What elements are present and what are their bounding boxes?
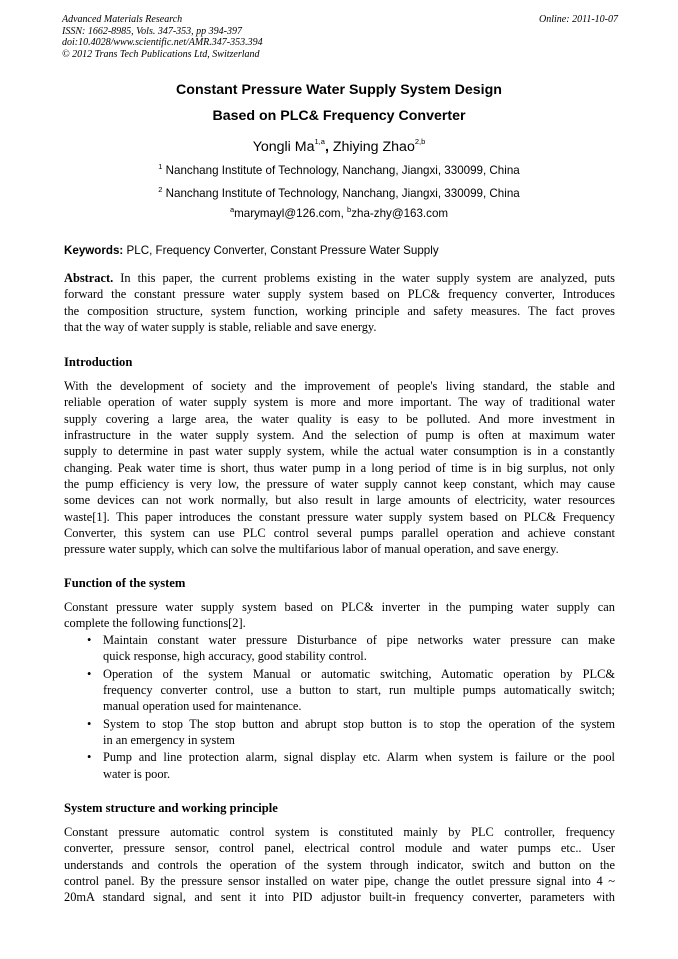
email-a[interactable]: marymayl@126.com, bbox=[234, 207, 344, 220]
section-heading-structure: System structure and working principle bbox=[64, 801, 278, 815]
bullet-icon: • bbox=[87, 666, 92, 681]
paragraph-line: changing. Peak water time is short, thus water pump in a long period of time is in big surplus, not only bbox=[64, 460, 615, 475]
paragraph-line: waste[1]. This paper introduces the constant pressure water supply system based on PLC& Frequency bbox=[64, 509, 615, 524]
paragraph-line: reliable operation of water supply system is more and more important. The way of traditional water bbox=[64, 395, 615, 410]
list-item-line: Pump and line protection alarm, signal display etc. Alarm when system is failure or the pool bbox=[103, 750, 615, 765]
section-heading-introduction: Introduction bbox=[64, 355, 133, 369]
abstract-line: the composition structure, system function, working principle and safety measures. The fact proves bbox=[64, 303, 615, 318]
paragraph-line: converter, pressure sensor, control panel, electrical control module and water pumps etc.. User bbox=[64, 841, 615, 856]
affiliation-2 bbox=[0, 187, 678, 200]
introduction-body bbox=[64, 378, 615, 558]
list-item-line: water is poor. bbox=[103, 766, 171, 781]
list-item-line: in an emergency in system bbox=[103, 733, 235, 748]
keywords-label: Keywords: bbox=[64, 244, 124, 257]
abstract-line: forward the constant pressure water supply system based on PLC& frequency converter, Introduces bbox=[64, 287, 615, 302]
list-item-line: Maintain constant water pressure Disturbance of pipe networks water pressure can make bbox=[103, 633, 615, 647]
doi-line[interactable]: doi:10.4028/www.scientific.net/AMR.347-353.394 bbox=[62, 37, 263, 48]
affiliation-1-text: Nanchang Institute of Technology, Nanchang, Jiangxi, 330099, China bbox=[165, 164, 520, 177]
paragraph-line: infrastructure in the water supply system. And the selection of pump is often at maximum water bbox=[64, 428, 615, 443]
paragraph-line: pressure water supply, which can solve the multifarious labor of manual operation, and save energy. bbox=[64, 542, 559, 557]
abstract bbox=[64, 270, 615, 335]
section-heading-function: Function of the system bbox=[64, 576, 186, 590]
issn-line: ISSN: 1662-8985, Vols. 347-353, pp 394-397 bbox=[62, 25, 242, 37]
list-item-line: quick response, high accuracy, good stability control. bbox=[103, 649, 367, 664]
list-item-line: Operation of the system Manual or automatic switching, Automatic operation by PLC& bbox=[103, 666, 615, 681]
abstract-label: Abstract. bbox=[64, 271, 114, 285]
paragraph-line: Constant pressure automatic control system is constituted mainly by PLC controller, frequency bbox=[64, 825, 615, 839]
paragraph-line: Constant pressure water supply system based on PLC& inverter in the pumping water supply can bbox=[64, 600, 615, 614]
function-bullet-list bbox=[84, 632, 615, 783]
running-header bbox=[62, 14, 618, 60]
bullet-icon: • bbox=[87, 750, 92, 765]
copyright-line: © 2012 Trans Tech Publications Ltd, Switzerland bbox=[62, 48, 260, 60]
paragraph-line: the pump efficiency is very low, the pressure of water supply cannot keep constant, which may cause bbox=[64, 477, 615, 492]
list-item bbox=[84, 632, 615, 665]
paragraph-line: some devices can not work normally, but also result in large amounts of electricity, water resources bbox=[64, 493, 615, 508]
online-date: Online: 2011-10-07 bbox=[539, 14, 618, 25]
structure-body bbox=[64, 824, 615, 906]
list-item-line: System to stop The stop button and abrupt stop button is to stop the operation of the system bbox=[103, 716, 615, 731]
author-1-affiliation-mark: 1,a bbox=[314, 137, 325, 146]
affiliation-2-text: Nanchang Institute of Technology, Nanchang, Jiangxi, 330099, China bbox=[165, 187, 520, 200]
keywords bbox=[64, 244, 616, 257]
abstract-line bbox=[64, 270, 615, 286]
paper-title-line-2: Based on PLC& Frequency Converter bbox=[212, 108, 466, 124]
paragraph-line: understands and controls the operation of the system through indicator, switch and button on the bbox=[64, 857, 615, 872]
paragraph-line: control panel. By the pressure sensor installed on water pipe, change the outlet pressure signal into 4 ~ bbox=[64, 874, 615, 889]
list-item-line: frequency converter control, use a button to start, run multiple pumps automatically switch; bbox=[103, 683, 615, 698]
affiliation-2-number: 2 bbox=[158, 185, 163, 194]
function-intro bbox=[64, 599, 615, 632]
affiliation-1-number: 1 bbox=[158, 162, 163, 171]
abstract-line: that the way of water supply is stable, reliable and save energy. bbox=[64, 320, 377, 335]
list-item-line: manual operation used for maintenance. bbox=[103, 699, 302, 714]
paragraph-line: With the development of society and the improvement of people's living standard, the stable and bbox=[64, 379, 615, 393]
paragraph-line: supply covering a large area, the water quality is easy to be polluted. And more investment in bbox=[64, 411, 615, 426]
email-a-mark: a bbox=[229, 205, 235, 214]
paper-title-line-1: Constant Pressure Water Supply System Design bbox=[176, 82, 502, 98]
paragraph-line: complete the following functions[2]. bbox=[64, 616, 246, 631]
email-b[interactable]: zha-zhy@163.com bbox=[351, 207, 449, 220]
list-item bbox=[84, 666, 615, 715]
abstract-text: In this paper, the current problems existing in the water supply system are analyzed, puts bbox=[113, 271, 615, 285]
bullet-icon: • bbox=[87, 716, 92, 731]
email-b-mark: b bbox=[347, 205, 352, 214]
journal-name: Advanced Materials Research bbox=[62, 14, 183, 25]
paragraph-line: 20mA standard signal, and sent it into PID adjustor built-in frequency converter, parameters with bbox=[64, 890, 615, 905]
author-list bbox=[0, 139, 678, 155]
list-item bbox=[84, 716, 615, 749]
keywords-text: PLC, Frequency Converter, Constant Pressure Water Supply bbox=[126, 244, 439, 257]
list-item bbox=[84, 749, 615, 782]
paragraph-line: supply to determine in past water supply system, while the actual water consumption is in a constantly bbox=[64, 444, 615, 459]
affiliation-1 bbox=[0, 164, 678, 177]
author-emails bbox=[0, 207, 678, 220]
bullet-icon: • bbox=[87, 633, 92, 647]
paragraph-line: Converter, this system can use PLC control several pumps parallel operation and achieve constant bbox=[64, 526, 615, 541]
author-2-affiliation-mark: 2,b bbox=[414, 137, 426, 146]
author-separator: , bbox=[324, 139, 333, 155]
author-1-name: Yongli Ma bbox=[252, 139, 315, 155]
author-2-name: Zhiying Zhao bbox=[332, 139, 415, 155]
